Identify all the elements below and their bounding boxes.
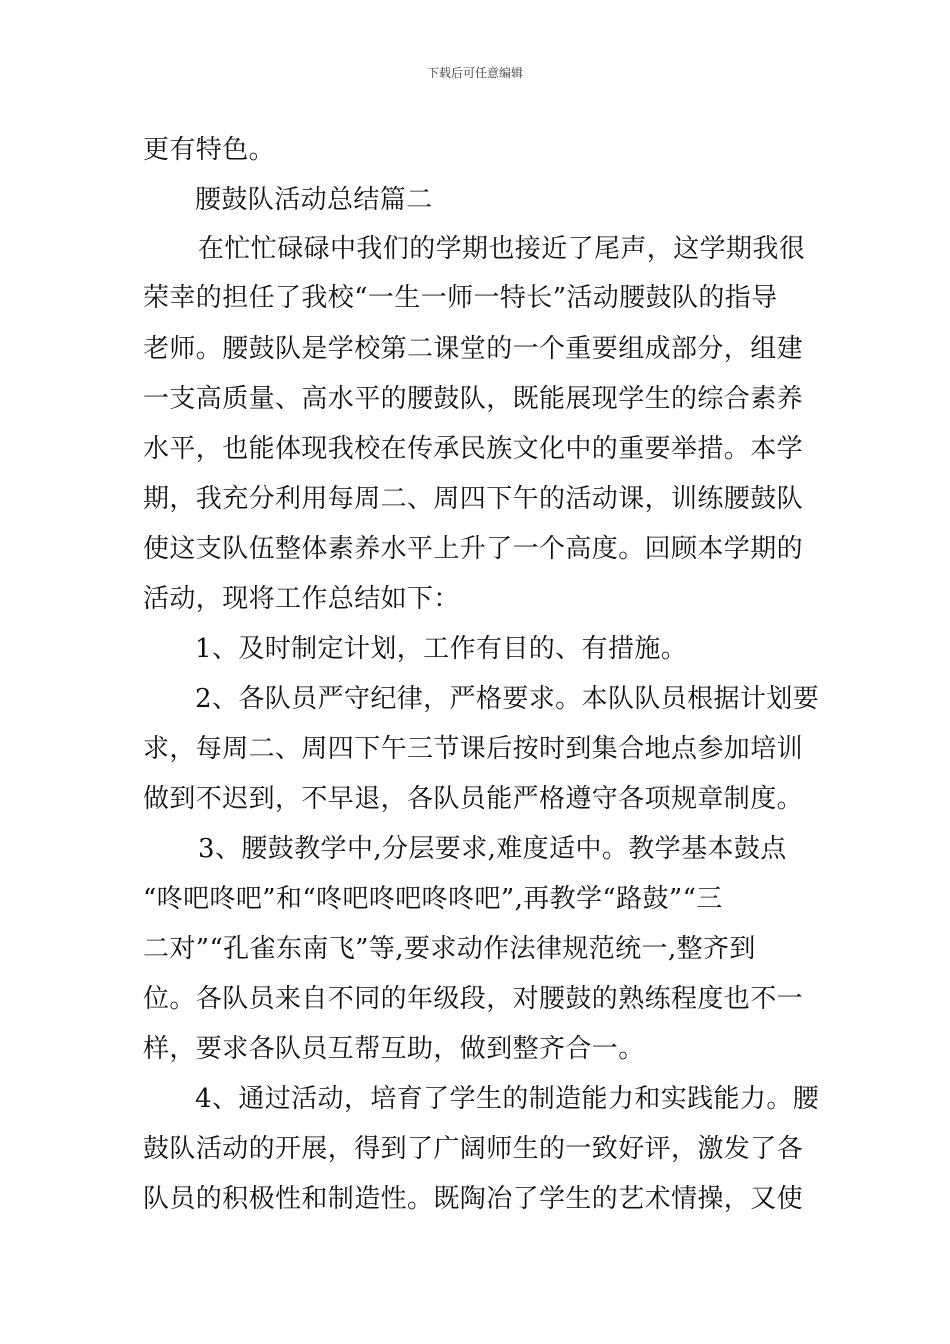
text-line: “咚吧咚吧”和“咚吧咚吧咚咚吧”,再教学“路鼓”“三 <box>143 884 723 914</box>
text-line: 队员的积极性和制造性。既陶冶了学生的艺术情操，又使 <box>143 1184 804 1214</box>
text-line: 期，我充分利用每周二、周四下午的活动课，训练腰鼓队 <box>143 484 804 514</box>
section-title: 腰鼓队活动总结篇二 <box>195 185 433 215</box>
text-line: 活动，现将工作总结如下： <box>143 584 460 614</box>
text-line: 水平，也能体现我校在传承民族文化中的重要举措。本学 <box>143 434 804 464</box>
text-line: 鼓队活动的开展，得到了广阔师生的一致好评，激发了各 <box>143 1134 804 1164</box>
text-line: 荣幸的担任了我校“一生一师一特长”活动腰鼓队的指导 <box>143 283 778 313</box>
text-line: 二对”“孔雀东南飞”等,要求动作法律规范统一,整齐到 <box>143 934 756 964</box>
text-line: 使这支队伍整体素养水平上升了一个高度。回顾本学期的 <box>143 534 804 564</box>
text-line: 一支高质量、高水平的腰鼓队，既能展现学生的综合素养 <box>143 384 804 414</box>
text-line: 位。各队员来自不同的年级段，对腰鼓的熟练程度也不一 <box>143 984 804 1014</box>
page-header: 下载后可任意编辑 <box>426 66 523 80</box>
text-line: 做到不迟到，不早退，各队员能严格遵守各项规章制度。 <box>143 784 804 814</box>
text-line: 更有特色。 <box>143 135 276 165</box>
list-item: 2、各队员严守纪律，严格要求。本队队员根据计划要 <box>195 684 820 714</box>
text-line: 在忙忙碌碌中我们的学期也接近了尾声，这学期我很 <box>198 234 806 264</box>
list-item: 3、腰鼓教学中,分层要求,难度适中。教学基本鼓点 <box>198 834 787 864</box>
list-item: 4、通过活动，培育了学生的制造能力和实践能力。腰 <box>195 1084 820 1114</box>
text-line: 求，每周二、周四下午三节课后按时到集合地点参加培训 <box>143 734 804 764</box>
text-line: 样，要求各队员互帮互助，做到整齐合一。 <box>143 1034 645 1064</box>
list-item: 1、及时制定计划，工作有目的、有措施。 <box>195 634 688 664</box>
text-line: 老师。腰鼓队是学校第二课堂的一个重要组成部分，组建 <box>143 334 804 364</box>
